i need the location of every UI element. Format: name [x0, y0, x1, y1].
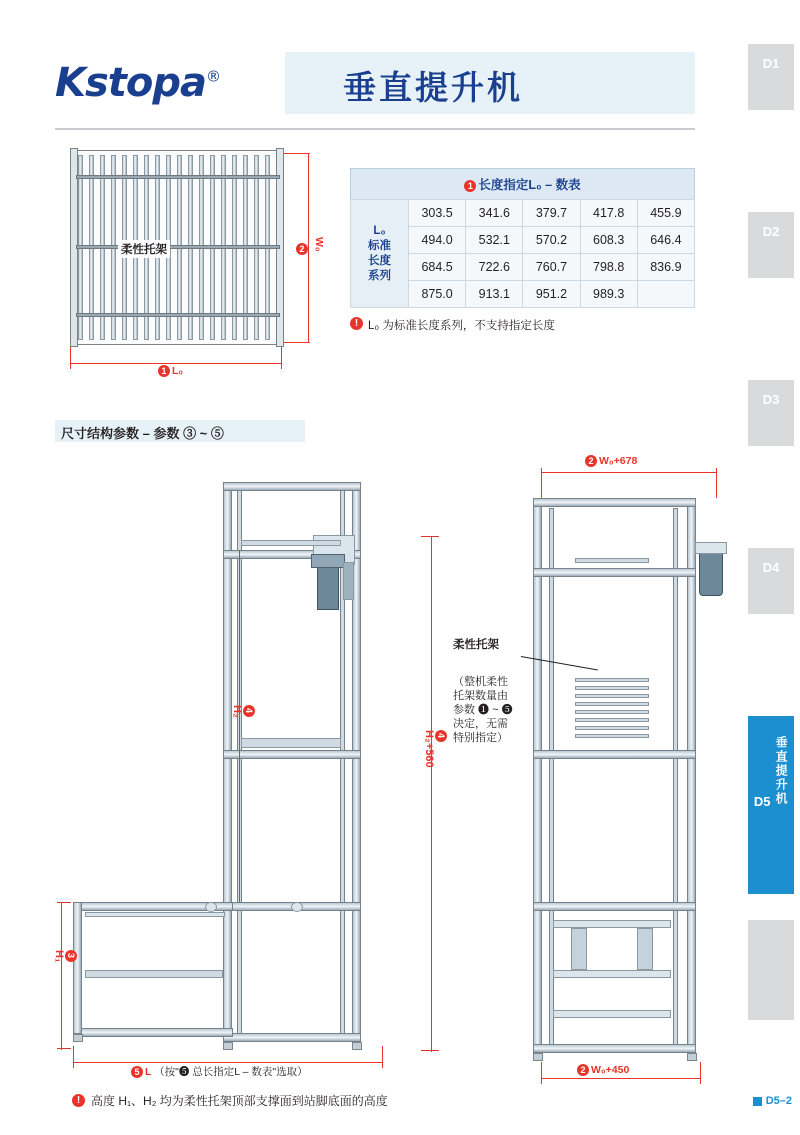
- length-table-note: ! L₀ 为标准长度系列，不支持指定长度: [350, 317, 695, 333]
- front-bottom-beam: [533, 1044, 696, 1053]
- h1-dim-line: [61, 902, 62, 1050]
- marker-1: 1: [158, 365, 170, 377]
- w-top-dim-tick: [716, 468, 717, 498]
- table-cell: 798.8: [580, 254, 637, 281]
- machine-foot: [687, 1053, 697, 1061]
- warning-icon: !: [72, 1094, 85, 1107]
- w-bottom-dim-label: 2 W₀+450: [577, 1064, 629, 1076]
- section-header: [55, 420, 305, 442]
- flex-carrier-callout-title: 柔性托架: [453, 639, 499, 651]
- cross-bar: [76, 245, 280, 249]
- marker-3: 3: [65, 950, 77, 962]
- h2-dim-label: 4 H₂: [231, 705, 254, 718]
- infeed-carrier: [85, 970, 223, 978]
- note-line: 参数 ❶ ~ ❺: [453, 704, 513, 716]
- tab-label: D3: [762, 392, 780, 407]
- sidebar-tab-d3[interactable]: [748, 380, 794, 446]
- l-dim-note: （按"❺ 总长指定L – 数表"选取）: [154, 1066, 308, 1078]
- flex-carrier: [575, 726, 649, 730]
- table-cell: [637, 281, 694, 308]
- note-line: 托架数量由: [453, 690, 508, 702]
- cross-bar: [76, 313, 280, 317]
- page-number-text: D5–2: [765, 1095, 792, 1107]
- page-footnote: [72, 1092, 388, 1109]
- front-beam: [533, 568, 696, 577]
- front-column-left: [533, 498, 542, 1053]
- flex-carrier: [575, 694, 649, 698]
- table-cell: 875.0: [409, 281, 466, 308]
- width-dim-tick: [284, 342, 310, 343]
- length-dim-label: 1 L₀: [158, 365, 183, 377]
- lower-carrier: [553, 970, 671, 978]
- table-cell: 341.6: [466, 200, 523, 227]
- infeed-column-left: [73, 902, 82, 1034]
- gearbox: [311, 554, 345, 568]
- infeed-bottom-beam: [73, 1028, 233, 1037]
- l-dim-line: [73, 1062, 383, 1063]
- note-line: 特别指定）: [453, 732, 508, 744]
- l-dim-tick: [382, 1046, 383, 1068]
- marker-4: 4: [243, 705, 255, 717]
- width-dim-label: 2 W₀: [296, 237, 325, 255]
- front-column-right: [687, 498, 696, 1053]
- side-tab-rail: [742, 0, 800, 1135]
- h1-dim-tick: [57, 902, 71, 903]
- note-line: （整机柔性: [453, 676, 508, 688]
- table-cell: 684.5: [409, 254, 466, 281]
- section-title: 尺寸结构参数 – 参数 ③ ~ ⑤: [61, 426, 224, 441]
- h2plus-dim-tick: [421, 536, 439, 537]
- h2plus-dim-tick: [421, 1050, 439, 1051]
- machine-foot: [352, 1042, 362, 1050]
- length-dim-tick: [70, 347, 71, 369]
- flex-carrier: [575, 702, 649, 706]
- sprocket: [291, 902, 303, 912]
- motor-mount: [695, 542, 727, 554]
- flex-carrier: [575, 718, 649, 722]
- h2plus-dim-label: 4 H₂+560: [423, 730, 446, 768]
- w-top-dim-label: 2 W₀+678: [585, 455, 637, 467]
- flex-carrier-callout-note: [453, 675, 515, 745]
- tab-label: D4: [762, 560, 780, 575]
- flex-carrier: [575, 734, 649, 738]
- table-cell: 417.8: [580, 200, 637, 227]
- front-top-beam: [533, 498, 696, 507]
- table-cell: 379.7: [523, 200, 580, 227]
- l-dim-label: 5 L （按"❺ 总长指定L – 数表"选取）: [131, 1064, 308, 1079]
- table-cell: 646.4: [637, 227, 694, 254]
- table-cell: 455.9: [637, 200, 694, 227]
- warning-icon: !: [350, 317, 363, 330]
- note-line: 决定，无需: [453, 718, 508, 730]
- w-bottom-dim-line: [541, 1078, 701, 1079]
- marker-5: 5: [131, 1066, 143, 1078]
- front-rail-right: [673, 508, 678, 1048]
- l-dim-tick: [73, 1046, 74, 1068]
- marker-1: 1: [464, 180, 476, 192]
- sprocket: [205, 902, 217, 912]
- width-dim-tick: [284, 153, 310, 154]
- flex-carrier-callout: [453, 638, 529, 652]
- sidebar-tab-d2[interactable]: [748, 212, 794, 278]
- length-table: [350, 168, 695, 333]
- table-cell: 494.0: [409, 227, 466, 254]
- table-cell: 608.3: [580, 227, 637, 254]
- cross-bar: [76, 175, 280, 179]
- w-bottom-dim-tick: [541, 1062, 542, 1084]
- flex-carrier: [575, 686, 649, 690]
- table-cell: 760.7: [523, 254, 580, 281]
- infeed-rail: [85, 912, 225, 917]
- marker-2: 2: [577, 1064, 589, 1076]
- h1-dim-tick: [57, 1048, 71, 1049]
- length-table-title: 1 长度指定L₀ – 数表: [350, 168, 695, 199]
- table-cell: 303.5: [409, 200, 466, 227]
- h2-dim-line: [239, 550, 240, 902]
- sidebar-tab-d4[interactable]: [748, 548, 794, 614]
- marker-2: 2: [585, 455, 597, 467]
- table-cell: 570.2: [523, 227, 580, 254]
- tab-vertical-label: 垂直提升机: [774, 736, 789, 806]
- front-rail-left: [549, 508, 554, 1048]
- lower-frame: [637, 928, 653, 970]
- table-row-label: L₀ 标准 长度 系列: [351, 200, 409, 308]
- machine-foot: [223, 1042, 233, 1050]
- table-cell: 836.9: [637, 254, 694, 281]
- h2plus-dim-line: [431, 536, 432, 1052]
- flex-carrier-label: 柔性托架: [118, 240, 170, 258]
- h1-dim-label: 3 H₁: [53, 950, 76, 963]
- length-dim-line: [70, 363, 282, 364]
- flex-carrier: [575, 678, 649, 682]
- machine-foot: [73, 1034, 83, 1042]
- page-header: [55, 52, 695, 122]
- table-cell: 989.3: [580, 281, 637, 308]
- sidebar-tab-blank[interactable]: [748, 920, 794, 1020]
- sidebar-tab-d1[interactable]: [748, 44, 794, 110]
- front-beam: [533, 902, 696, 911]
- brand-logo: [55, 60, 220, 106]
- page-number-marker-icon: [753, 1097, 762, 1106]
- motor-terminal-box: [343, 562, 354, 600]
- lower-carrier: [553, 1010, 671, 1018]
- page-title: 垂直提升机: [343, 69, 523, 106]
- registered-icon: ®: [206, 67, 221, 86]
- table-cell: 913.1: [466, 281, 523, 308]
- top-drawing: [62, 145, 325, 380]
- tab-label: D1: [762, 56, 780, 71]
- tab-label: D5: [753, 794, 771, 809]
- w-top-dim-tick: [541, 468, 542, 498]
- page-number: [753, 1095, 792, 1107]
- w-bottom-dim-tick: [700, 1062, 701, 1084]
- lower-carrier: [553, 920, 671, 928]
- front-beam: [533, 750, 696, 759]
- table-row: [351, 200, 695, 227]
- sidebar-tab-d5[interactable]: [748, 716, 794, 894]
- brand-name: Kstopa: [55, 60, 207, 106]
- marker-2: 2: [296, 243, 308, 255]
- machine-foot: [533, 1053, 543, 1061]
- tower-bottom-beam: [223, 1033, 361, 1042]
- length-dim-tick: [281, 347, 282, 369]
- tower-top-beam: [223, 482, 361, 491]
- lower-frame: [571, 928, 587, 970]
- main-drawing: [53, 450, 700, 1078]
- flex-carrier: [575, 710, 649, 714]
- flex-carrier: [241, 738, 341, 748]
- table-cell: 532.1: [466, 227, 523, 254]
- gear-motor: [699, 550, 723, 596]
- flex-carrier: [241, 540, 341, 546]
- marker-4: 4: [435, 730, 447, 742]
- footnote-text: 高度 H₁、H₂ 均为柔性托架顶部支撑面到站脚底面的高度: [91, 1094, 388, 1108]
- flex-carrier: [575, 558, 649, 563]
- table-cell: 722.6: [466, 254, 523, 281]
- header-divider: [55, 128, 695, 130]
- tab-label: D2: [762, 224, 780, 239]
- tower-column-left: [223, 482, 232, 1042]
- table-cell: 951.2: [523, 281, 580, 308]
- length-value-table: [350, 199, 695, 308]
- w-top-dim-line: [541, 472, 717, 473]
- tower-beam: [223, 750, 361, 759]
